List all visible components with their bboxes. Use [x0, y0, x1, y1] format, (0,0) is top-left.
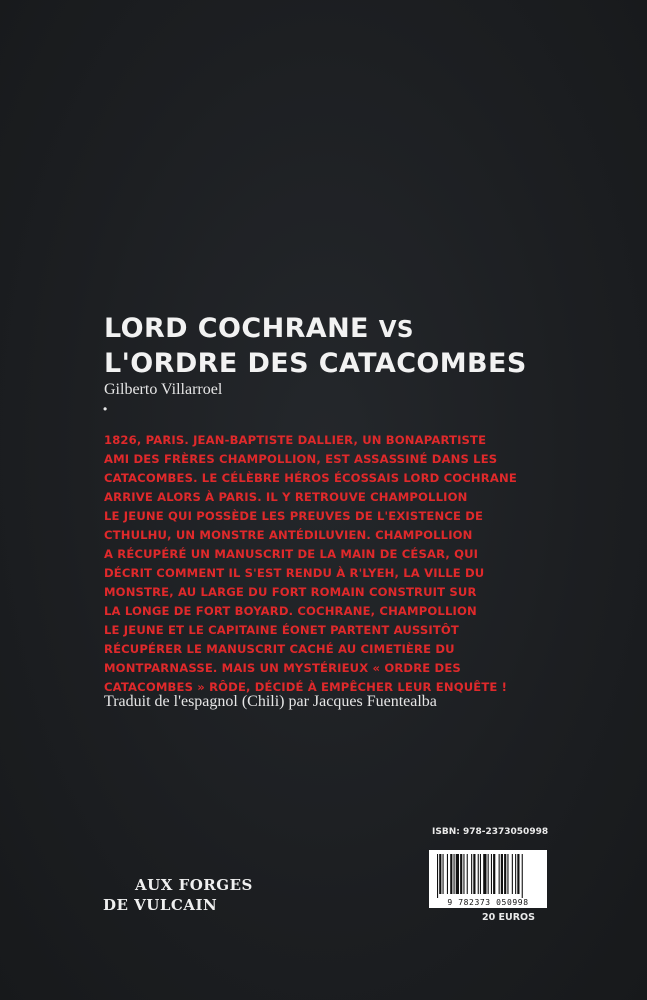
title-vs: VS [378, 317, 414, 343]
synopsis-line: AMI DES FRÈRES CHAMPOLLION, EST ASSASSINÉ DANS LES [104, 452, 498, 466]
barcode-bar [478, 854, 479, 894]
barcode-bar [454, 854, 455, 894]
barcode-bar [437, 854, 438, 898]
barcode-bar [501, 854, 503, 894]
barcode-bar [460, 854, 462, 894]
isbn-label: ISBN: 978-2373050998 [432, 827, 549, 837]
barcode-bar [504, 854, 506, 894]
barcode-bar [491, 854, 492, 894]
barcode-bar [507, 854, 508, 894]
publisher-line-1: AUX FORGES [135, 876, 253, 894]
barcode [429, 850, 547, 908]
barcode-bar [450, 854, 452, 894]
barcode-bar [473, 854, 475, 894]
synopsis-line: DÉCRIT COMMENT IL S'EST RENDU À R'LYEH, LA VILLE DU [104, 566, 485, 580]
anvil-icon [124, 874, 138, 890]
synopsis-line: LE JEUNE ET LE CAPITAINE ÉONET PARTENT AUSSITÔT [104, 623, 459, 637]
synopsis-line: MONSTRE, AU LARGE DU FORT ROMAIN CONSTRUIT SUR [104, 585, 477, 599]
title-line-2: L'ORDRE DES CATACOMBES [104, 348, 527, 379]
synopsis-line: CATACOMBES » RÔDE, DÉCIDÉ À EMPÊCHER LEUR ENQUÊTE ! [104, 680, 508, 694]
barcode-bar [499, 854, 500, 894]
barcode-bar [467, 854, 468, 894]
barcode-bar [517, 854, 519, 894]
synopsis-line: CATACOMBES. LE CÉLÈBRE HÉROS ÉCOSSAIS LORD COCHRANE [104, 471, 517, 485]
synopsis [104, 431, 564, 697]
synopsis-line: LA LONGE DE FORT BOYARD. COCHRANE, CHAMPOLLION [104, 604, 477, 618]
barcode-bar [443, 854, 444, 894]
barcode-bar [456, 854, 459, 894]
synopsis-line: RÉCUPÉRER LE MANUSCRIT CACHÉ AU CIMETIÈRE DU [104, 642, 455, 656]
translator-credit: Traduit de l'espagnol (Chili) par Jacques Fuentealba [104, 693, 437, 710]
barcode-bar [463, 854, 464, 894]
price-label: 20 EUROS [482, 912, 535, 923]
barcode-bar [515, 854, 516, 894]
synopsis-line: 1826, PARIS. JEAN-BAPTISTE DALLIER, UN BONAPARTISTE [104, 433, 487, 447]
synopsis-line: ARRIVE ALORS À PARIS. IL Y RETROUVE CHAMPOLLION [104, 490, 468, 504]
synopsis-line: MONTPARNASSE. MAIS UN MYSTÉRIEUX « ORDRE DES [104, 661, 461, 675]
synopsis-line: LE JEUNE QUI POSSÈDE LES PREUVES DE L'EXISTENCE DE [104, 509, 484, 523]
barcode-bar [488, 854, 489, 894]
synopsis-line: A RÉCUPÉRÉ UN MANUSCRIT DE LA MAIN DE CÉSAR, QUI [104, 547, 479, 561]
barcode-number: 9 782373 050998 [447, 898, 529, 907]
barcode-bar [483, 854, 486, 894]
barcode-bar [471, 854, 472, 894]
barcode-bar [522, 854, 523, 898]
barcode-bar [480, 854, 481, 894]
barcode-bar [493, 854, 495, 894]
title-line-1: LORD COCHRANE [104, 313, 369, 344]
barcode-bar [439, 854, 441, 894]
bullet-separator: • [103, 402, 108, 416]
barcode-bar [447, 854, 448, 894]
barcode-bar [512, 854, 513, 894]
synopsis-line: CTHULHU, UN MONSTRE ANTÉDILUVIEN. CHAMPOLLION [104, 528, 473, 542]
publisher-line-2: DE VULCAIN [103, 896, 218, 914]
book-title [104, 312, 527, 380]
author-name: Gilberto Villarroel [104, 381, 223, 398]
